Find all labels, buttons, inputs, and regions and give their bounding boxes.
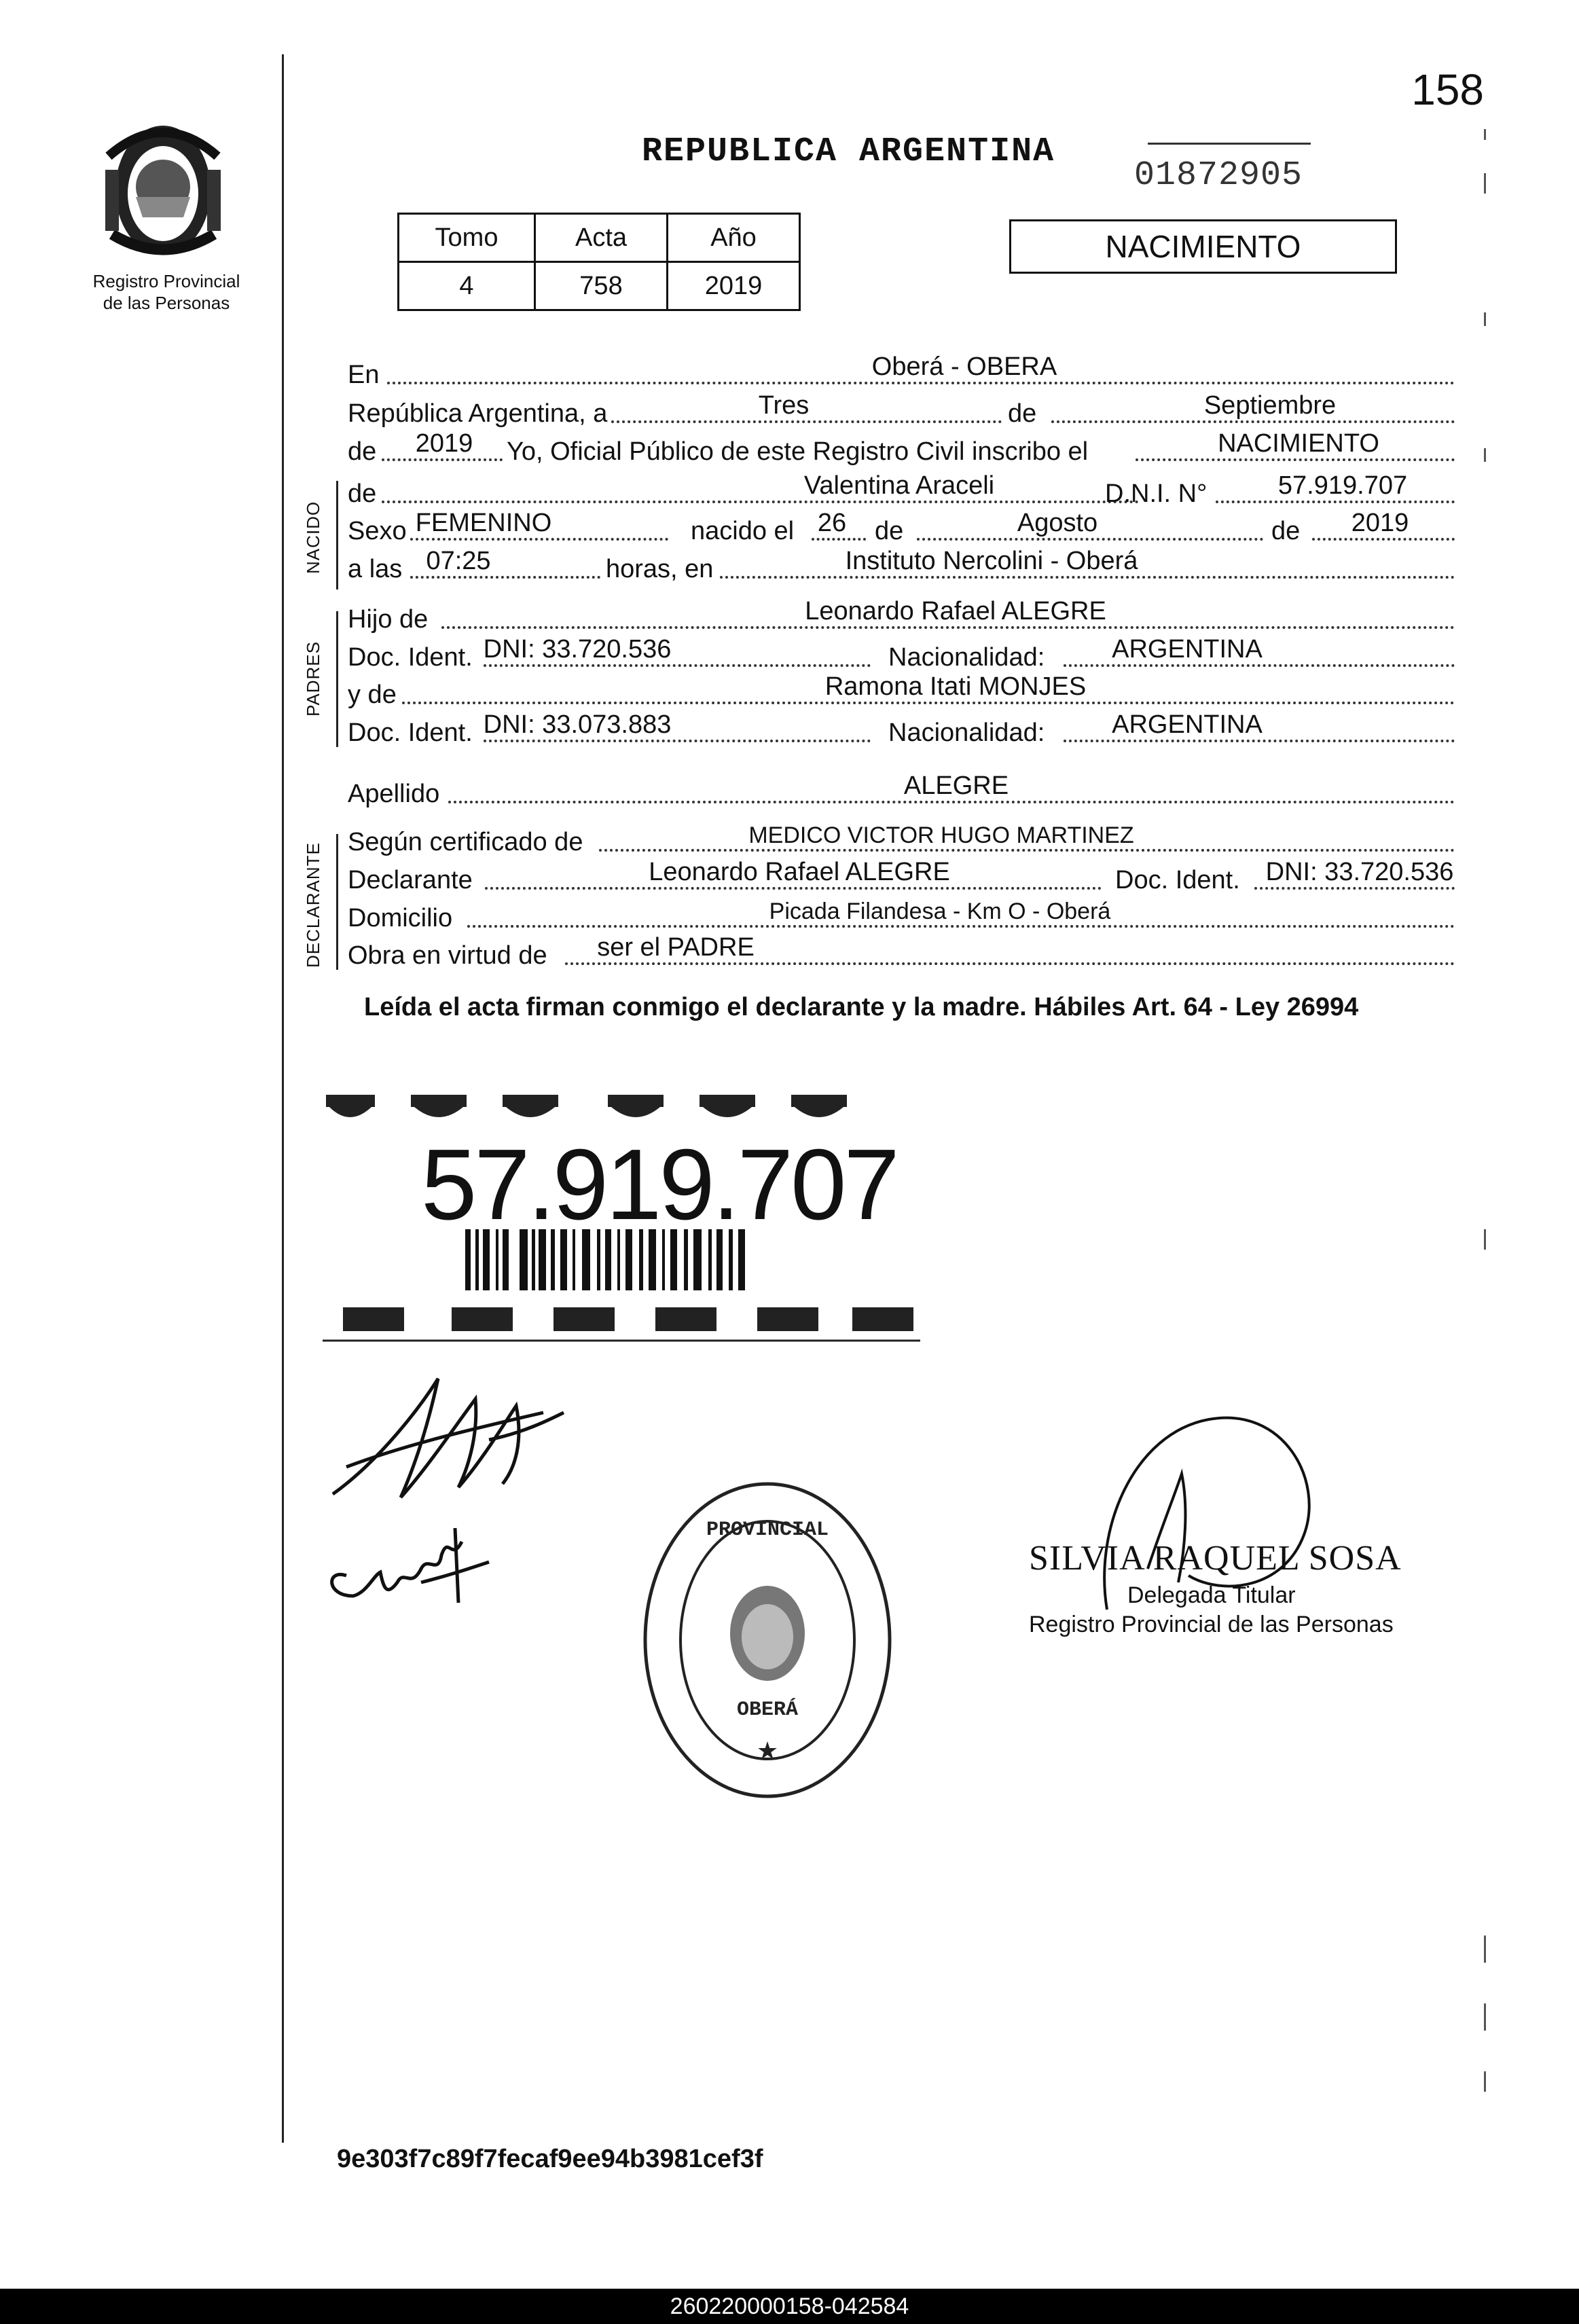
record-table [397, 213, 801, 311]
serial-stamp-line [1148, 143, 1311, 145]
dotted-line [1254, 887, 1455, 890]
svg-text:PROVINCIAL: PROVINCIAL [706, 1519, 829, 1542]
line-sexo [348, 509, 1457, 550]
section-label-declarante: DECLARANTE [303, 842, 323, 968]
logo-caption [75, 270, 258, 314]
value-day-text: Tres [758, 391, 810, 420]
line-obra [348, 934, 1457, 975]
value-birth-place: Instituto Nercolini - Oberá [845, 547, 1138, 575]
value-obra: ser el PADRE [597, 933, 755, 962]
serial-number: 01872905 [1134, 156, 1303, 195]
label-nacionalidad: Nacionalidad: [888, 643, 1045, 672]
label-de-year: de [348, 437, 377, 466]
document-type-box: NACIMIENTO [1009, 219, 1397, 274]
section-label-padres: PADRES [303, 641, 323, 716]
value-sexo: FEMENINO [415, 509, 552, 537]
official-name: SILVIA RAQUEL SOSA [1029, 1539, 1402, 1578]
dotted-line [1312, 538, 1455, 541]
value-declarante-doc: DNI: 33.720.536 [1265, 858, 1454, 886]
line-apellido [348, 772, 1457, 813]
official-institution: Registro Provincial de las Personas [1029, 1612, 1394, 1637]
dotted-line [484, 740, 871, 742]
table-header-acta: Acta [535, 214, 668, 262]
dotted-line [448, 801, 1455, 803]
official-role: Delegada Titular [1127, 1582, 1296, 1608]
label-doc-ident: Doc. Ident. [348, 719, 473, 747]
provincial-coat-of-arms-icon [88, 115, 238, 265]
section-bar-padres [336, 611, 338, 747]
label-de-year2: de [1271, 517, 1301, 545]
dotted-line [382, 458, 503, 461]
svg-text:★: ★ [756, 1737, 779, 1764]
table-header-anio: Año [668, 214, 800, 262]
line-padre-doc [348, 636, 1457, 676]
line-declarante [348, 858, 1457, 899]
label-doc-ident: Doc. Ident. [1115, 866, 1240, 894]
label-segun-certificado: Según certificado de [348, 828, 583, 856]
margin-tick [1484, 2003, 1486, 2031]
value-child-name: Valentina Araceli [803, 471, 995, 500]
value-father-nationality: ARGENTINA [1112, 635, 1263, 664]
dotted-line [485, 887, 1102, 890]
label-doc-ident: Doc. Ident. [348, 643, 473, 672]
value-acto: NACIMIENTO [1218, 429, 1379, 458]
line-padre [348, 598, 1457, 638]
dotted-line [1064, 740, 1455, 742]
dotted-line [917, 538, 1263, 541]
label-de-nombre: de [348, 479, 377, 508]
declarant-signature [319, 1365, 577, 1514]
label-apellido: Apellido [348, 780, 440, 808]
margin-tick [1484, 2071, 1486, 2092]
svg-text:OBERÁ: OBERÁ [736, 1699, 799, 1722]
line-inscripcion [348, 430, 1457, 471]
dotted-line [812, 538, 866, 541]
label-domicilio: Domicilio [348, 904, 453, 932]
line-madre-doc [348, 711, 1457, 752]
dotted-line [1136, 458, 1455, 461]
dotted-line [565, 962, 1455, 965]
label-declarante: Declarante [348, 866, 473, 894]
footer-code: 260220000158-042584 [670, 2293, 909, 2319]
label-hijo-de: Hijo de [348, 605, 429, 634]
label-obra-en-virtud: Obra en virtud de [348, 941, 547, 970]
line-nombre [348, 472, 1457, 513]
table-header-tomo: Tomo [399, 214, 535, 262]
section-bar-declarante [336, 834, 338, 970]
table-value-tomo: 4 [399, 262, 535, 310]
document-hash: 9e303f7c89f7fecaf9ee94b3981cef3f [337, 2145, 763, 2173]
footer-bar [0, 2289, 1579, 2324]
label-y-de: y de [348, 680, 397, 709]
table-value-anio: 2019 [668, 262, 800, 310]
value-child-dni: 57.919.707 [1277, 471, 1408, 500]
country-title: REPUBLICA ARGENTINA [642, 132, 1055, 171]
label-republica: República Argentina, a [348, 399, 608, 428]
line-madre [348, 673, 1457, 714]
logo-caption-line2: de las Personas [103, 293, 230, 313]
label-de: de [1008, 399, 1037, 428]
dotted-line [410, 576, 600, 579]
value-birth-time: 07:25 [426, 547, 491, 575]
value-birth-year: 2019 [1351, 509, 1409, 537]
table-value-acta: 758 [535, 262, 668, 310]
label-sexo: Sexo [348, 517, 407, 545]
dotted-line [720, 576, 1455, 579]
value-father-name: Leonardo Rafael ALEGRE [805, 597, 1106, 625]
value-father-doc: DNI: 33.720.536 [483, 635, 672, 664]
dotted-line [1064, 664, 1455, 667]
value-domicilio: Picada Filandesa - Km O - Oberá [769, 898, 1111, 924]
dotted-line [467, 925, 1455, 928]
value-year: 2019 [415, 429, 473, 458]
value-month-text: Septiembre [1203, 391, 1337, 420]
dotted-line [387, 382, 1455, 384]
dotted-line [410, 538, 668, 541]
value-mother-nationality: ARGENTINA [1112, 710, 1263, 739]
margin-tick [1484, 448, 1486, 462]
sticker-dni-number: 57.919.707 [421, 1129, 897, 1241]
dotted-line [484, 664, 871, 667]
margin-tick [1484, 312, 1486, 326]
dotted-line [441, 626, 1455, 629]
label-nacido-el: nacido el [691, 517, 795, 545]
page-number: 158 [1411, 65, 1484, 114]
label-dni: D.N.I. N° [1105, 479, 1208, 508]
label-a-las: a las [348, 555, 403, 583]
value-locality: Oberá - OBERA [871, 352, 1057, 381]
line-certificado [348, 820, 1457, 861]
value-apellido: ALEGRE [903, 771, 1009, 800]
official-stamp [635, 1474, 900, 1806]
value-birth-day: 26 [817, 509, 847, 537]
dotted-line [1216, 501, 1455, 503]
label-horas-en: horas, en [606, 555, 714, 583]
section-label-nacido: NACIDO [303, 501, 323, 574]
dotted-line [611, 420, 1002, 423]
value-declarante-name: Leonardo Rafael ALEGRE [649, 858, 950, 886]
dotted-line [1051, 420, 1455, 423]
reading-notice: Leída el acta firman conmigo el declarante y la madre. Hábiles Art. 64 - Ley 26994 [364, 993, 1359, 1021]
label-de-month: de [875, 517, 904, 545]
line-en [348, 353, 1457, 394]
dotted-line [382, 501, 1139, 503]
margin-tick [1484, 129, 1486, 140]
value-mother-doc: DNI: 33.073.883 [483, 710, 672, 739]
label-en: En [348, 361, 380, 389]
mother-signature [319, 1514, 496, 1616]
line-hora [348, 547, 1457, 588]
label-inscribo: Yo, Oficial Público de este Registro Civil inscribo el [507, 437, 1089, 466]
value-mother-name: Ramona Itati MONJES [824, 672, 1087, 701]
logo-caption-line1: Registro Provincial [92, 271, 240, 291]
margin-tick [1484, 173, 1486, 194]
dotted-line [402, 702, 1455, 704]
line-fecha [348, 392, 1457, 433]
section-bar-nacido [336, 481, 338, 589]
label-nacionalidad: Nacionalidad: [888, 719, 1045, 747]
value-certificante: MEDICO VICTOR HUGO MARTINEZ [748, 822, 1134, 848]
dotted-line [599, 849, 1455, 852]
value-birth-month: Agosto [1017, 509, 1098, 537]
margin-tick [1484, 1229, 1486, 1250]
margin-tick [1484, 1936, 1486, 1963]
line-domicilio [348, 896, 1457, 937]
margin-line [282, 54, 284, 2143]
